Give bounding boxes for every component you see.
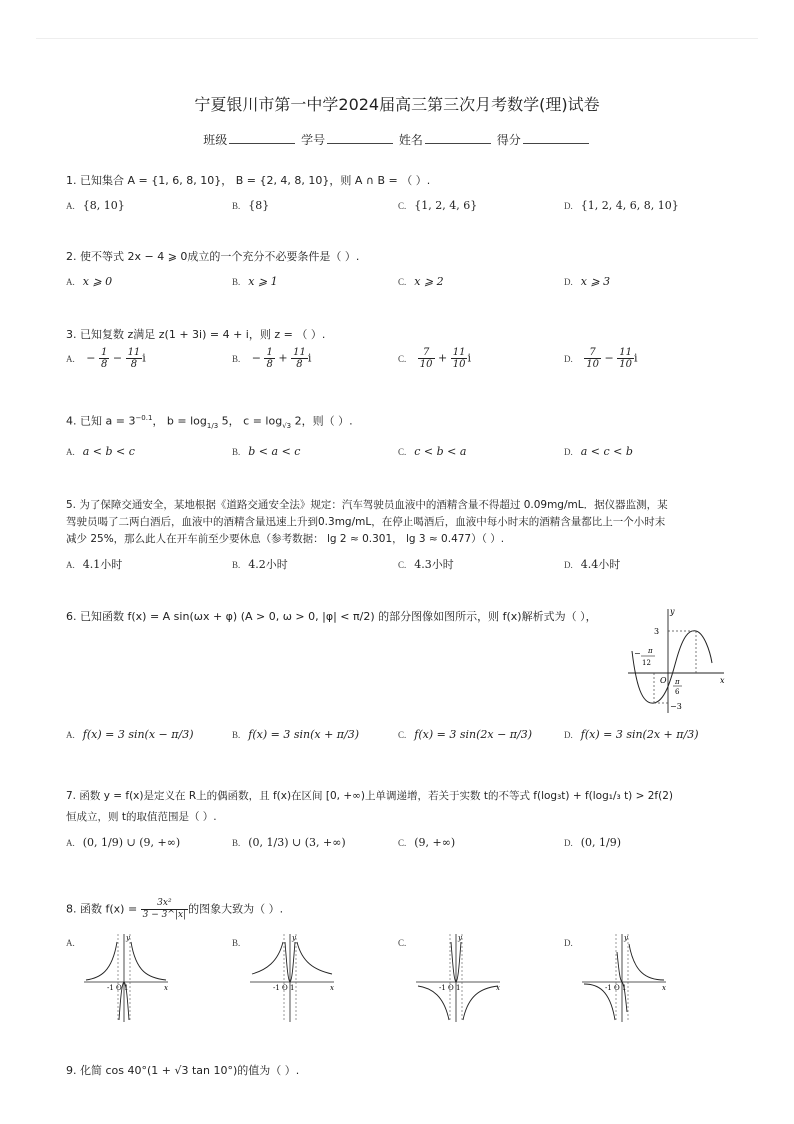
svg-text:y: y bbox=[292, 934, 296, 942]
q5-option-d[interactable]: D. 4.4小时 bbox=[564, 558, 621, 571]
q2-option-c[interactable]: C. x ⩾ 2 bbox=[398, 275, 444, 288]
svg-text:y: y bbox=[458, 934, 462, 942]
question-8-stem: 8. 函数 f(x) = $\frac{\text{3x²}}{3 - 3\^{}|x|}$ 的图象大致为（ ）. bbox=[66, 898, 284, 920]
q3-option-a[interactable]: A. − $\frac{1}{8}$ − $\frac{11}{8}$ i bbox=[66, 347, 146, 370]
score-blank bbox=[523, 132, 589, 144]
question-5-options bbox=[66, 556, 746, 580]
q5-option-a[interactable]: A. 4.1小时 bbox=[66, 558, 123, 571]
right-tick-den: 6 bbox=[675, 688, 680, 696]
question-2-stem: 2. 使不等式 2x − 4 ⩾ 0成立的一个充分不必要条件是（ ）. bbox=[66, 250, 360, 263]
student-id-blank bbox=[327, 132, 393, 144]
q8-graph-a bbox=[80, 932, 170, 1024]
q2-option-a[interactable]: A. x ⩾ 0 bbox=[66, 275, 113, 288]
q6-option-c[interactable]: C. f(x) = 3 sin(2x − π/3) bbox=[398, 728, 533, 741]
svg-text:x: x bbox=[330, 984, 334, 992]
svg-text:-1 O 1: -1 O 1 bbox=[273, 984, 295, 992]
fraction: $\frac{1}{8}$ bbox=[100, 347, 108, 370]
top-divider bbox=[36, 38, 758, 39]
svg-text:y: y bbox=[126, 934, 130, 942]
max-label: 3 bbox=[654, 627, 660, 636]
question-8-options bbox=[66, 936, 746, 1028]
q4-option-c[interactable]: C. c < b < a bbox=[398, 445, 467, 458]
left-tick-num: π bbox=[648, 647, 653, 655]
q8-option-d[interactable]: D. y x -1 O 1 bbox=[564, 936, 581, 949]
question-7-options bbox=[66, 836, 746, 864]
class-label: 班级 bbox=[203, 133, 228, 147]
q8-option-b[interactable]: B. y x -1 O 1 bbox=[232, 936, 248, 949]
min-label: −3 bbox=[670, 702, 682, 711]
q5-option-b[interactable]: B. 4.2小时 bbox=[232, 558, 288, 571]
svg-text:-1 O 1: -1 O 1 bbox=[107, 984, 129, 992]
fraction: $\frac{11}{10}$ bbox=[452, 347, 466, 370]
q7-option-a[interactable]: A. (0, 1/9) ∪ (9, +∞) bbox=[66, 836, 181, 849]
fraction: $\frac{11}{8}$ bbox=[127, 347, 141, 370]
q3-option-c[interactable]: C. $\frac{7}{10}$ + $\frac{11}{10}$ i bbox=[398, 347, 471, 370]
q8-option-c[interactable]: C. y x -1 O 1 bbox=[398, 936, 414, 949]
exam-title: 宁夏银川市第一中学2024届高三第三次月考数学(理)试卷 bbox=[194, 95, 600, 114]
q2-option-d[interactable]: D. x ⩾ 3 bbox=[564, 275, 611, 288]
score-label: 得分 bbox=[496, 133, 521, 147]
q6-option-d[interactable]: D. f(x) = 3 sin(2x + π/3) bbox=[564, 728, 699, 741]
q8-graph-c bbox=[412, 932, 502, 1024]
left-tick-sign: − bbox=[634, 649, 641, 658]
question-3-stem: 3. 已知复数 z满足 z(1 + 3i) = 4 + i，则 z = （ ）. bbox=[66, 328, 326, 341]
origin-label: O bbox=[660, 676, 667, 685]
y-label: y bbox=[670, 607, 675, 616]
q6-sine-graph bbox=[624, 605, 728, 717]
fraction: $\frac{\text{3x²}}{3 - 3\^{}|x|}$ bbox=[142, 898, 187, 920]
question-6-stem: 6. 已知函数 f(x) = A sin(ωx + φ) (A > 0, ω > 0, |φ| < π/2) 的部分图像如图所示，则 f(x)解析式为（ ）， bbox=[66, 610, 597, 623]
x-label: x bbox=[720, 676, 725, 685]
q3-option-d[interactable]: D. $\frac{7}{10}$ − $\frac{11}{10}$ i bbox=[564, 347, 638, 370]
question-6-options bbox=[66, 728, 746, 752]
question-5-stem: 5. 为了保障交通安全，某地根据《道路交通安全法》规定：汽车驾驶员血液中的酒精含量不得超过 0.09mg/mL．据仪器监测，某 驾驶员喝了二两白酒后，血液中的酒精含量迅速上升到0.3mg/mL，在停止喝酒后，血液中每小时末的酒精含量都比上一个小时末 减少 25%，那么此人在开车前至少要休息（参考数据： lg 2 ≈ 0.301， lg 3 ≈ 0.477）（ ）. bbox=[66, 499, 668, 545]
q8-graph-d bbox=[578, 932, 668, 1024]
student-info-line bbox=[0, 131, 794, 148]
name-blank bbox=[425, 132, 491, 144]
question-4-options bbox=[66, 445, 746, 469]
q1-option-a[interactable]: A. {8, 10} bbox=[66, 199, 125, 212]
question-1-stem: 1. 已知集合 A = {1, 6, 8, 10}， B = {2, 4, 8, 10}，则 A ∩ B = （ ）. bbox=[66, 174, 431, 187]
svg-text:y: y bbox=[624, 934, 628, 942]
left-tick-den: 12 bbox=[642, 659, 651, 667]
question-9-stem: 9. 化简 cos 40°(1 + √3 tan 10°)的值为（ ）. bbox=[66, 1064, 300, 1077]
q4-option-d[interactable]: D. a < c < b bbox=[564, 445, 633, 458]
fraction: $\frac{7}{10}$ bbox=[586, 347, 599, 370]
q7-option-c[interactable]: C. (9, +∞) bbox=[398, 836, 456, 849]
question-2-options bbox=[66, 275, 746, 299]
question-7-stem: 7. 函数 y = f(x)是定义在 R上的偶函数，且 f(x)在区间 [0, +∞)上单调递增，若关于实数 t的不等式 f(log₃t) + f(log₁/₃ t) > 2f(2) 恒成立，则 t的取值范围是（ ）. bbox=[66, 790, 674, 823]
q2-option-b[interactable]: B. x ⩾ 1 bbox=[232, 275, 278, 288]
q1-option-c[interactable]: C. {1, 2, 4, 6} bbox=[398, 199, 478, 212]
fraction: $\frac{7}{10}$ bbox=[419, 347, 433, 370]
q8-option-a[interactable]: A. y x -1 O 1 bbox=[66, 936, 83, 949]
fraction: $\frac{1}{8}$ bbox=[266, 347, 273, 370]
class-blank bbox=[229, 132, 295, 144]
q5-option-c[interactable]: C. 4.3小时 bbox=[398, 558, 454, 571]
right-tick-num: π bbox=[675, 678, 680, 686]
question-1-options bbox=[66, 199, 746, 223]
fraction: $\frac{11}{10}$ bbox=[619, 347, 632, 370]
q1-option-d[interactable]: D. {1, 2, 4, 6, 8, 10} bbox=[564, 199, 679, 212]
svg-text:x: x bbox=[662, 984, 666, 992]
q7-option-d[interactable]: D. (0, 1/9) bbox=[564, 836, 622, 849]
question-4-stem: 4. 已知 $a = 3^{-0.1}$， $b = \log_{1/3} 5$， $c = \log_{√3} 2$，则（ ）. bbox=[66, 414, 353, 430]
svg-text:x: x bbox=[164, 984, 168, 992]
q6-option-b[interactable]: B. f(x) = 3 sin(x + π/3) bbox=[232, 728, 360, 741]
q4-option-b[interactable]: B. b < a < c bbox=[232, 445, 301, 458]
q8-graph-b bbox=[246, 932, 336, 1024]
q7-option-b[interactable]: B. (0, 1/3) ∪ (3, +∞) bbox=[232, 836, 346, 849]
q3-option-b[interactable]: B. − $\frac{1}{8}$ + $\frac{11}{8}$ i bbox=[232, 347, 312, 370]
svg-text:x: x bbox=[496, 984, 500, 992]
q1-option-b[interactable]: B. {8} bbox=[232, 199, 270, 212]
question-3-options bbox=[66, 347, 746, 377]
svg-text:-1 O 1: -1 O 1 bbox=[605, 984, 627, 992]
student-id-label: 学号 bbox=[301, 133, 326, 147]
q6-option-a[interactable]: A. f(x) = 3 sin(x − π/3) bbox=[66, 728, 194, 741]
fraction: $\frac{11}{8}$ bbox=[293, 347, 306, 370]
q4-option-a[interactable]: A. a < b < c bbox=[66, 445, 135, 458]
name-label: 姓名 bbox=[398, 133, 423, 147]
svg-text:-1 O 1: -1 O 1 bbox=[439, 984, 461, 992]
